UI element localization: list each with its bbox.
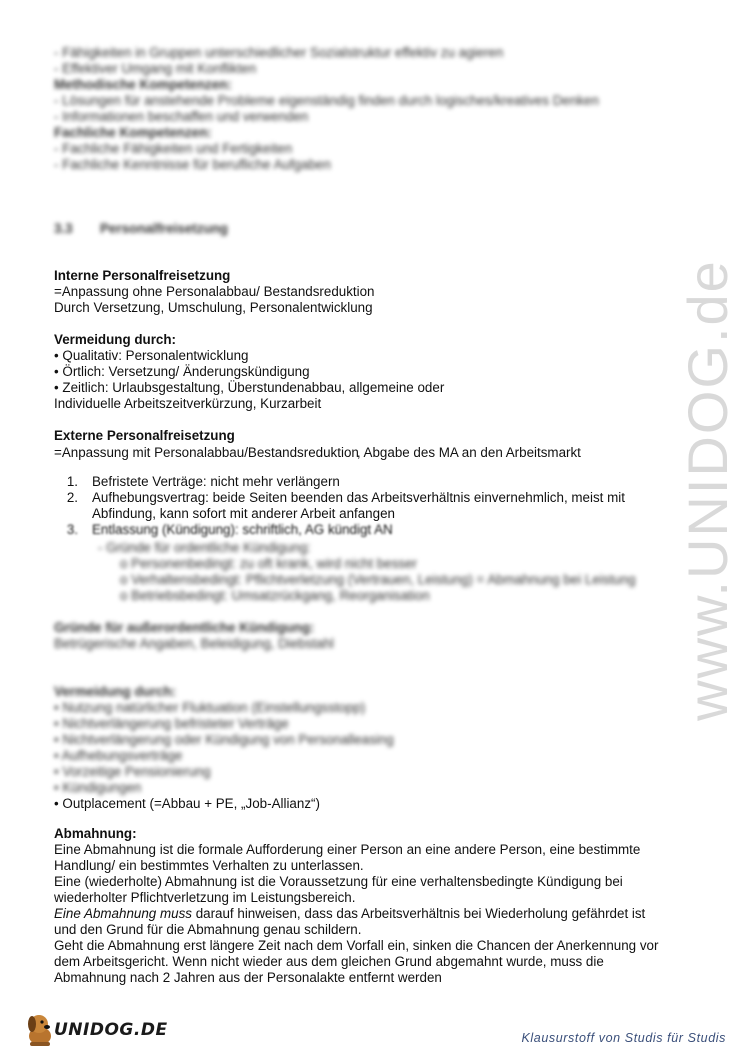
list-item: • Nichtverlängerung befristeter Verträge <box>54 716 289 731</box>
vermeidung-heading: Vermeidung durch: <box>54 332 177 347</box>
text-line: wiederholter Pflichtverletzung im Leistungsbereich. <box>54 890 356 905</box>
text-line: - Fachliche Kenntnisse für berufliche Aufgaben <box>54 157 331 172</box>
abmahnung-heading: Abmahnung: <box>54 826 137 841</box>
numbered-item <box>54 506 395 522</box>
item-number: 1. <box>66 474 78 489</box>
text-line: - Informationen beschaffen und verwenden <box>54 109 309 124</box>
text-line: Durch Versetzung, Umschulung, Personalentwicklung <box>54 300 373 315</box>
numbered-item <box>54 522 393 538</box>
text-line: - Gründe für ordentliche Kündigung: <box>98 540 311 555</box>
interne-heading: Interne Personalfreisetzung <box>54 268 231 283</box>
list-item: • Qualitativ: Personalentwicklung <box>54 348 249 363</box>
text-line: Fachliche Kompetenzen: <box>54 125 212 140</box>
footer-slogan: Klausurstoff von Studis für Studis <box>521 1031 726 1045</box>
item-number: 3. <box>66 522 78 537</box>
list-item: • Kündigungen <box>54 780 142 795</box>
text-line <box>54 906 645 922</box>
text-line: - Fachliche Fähigkeiten und Fertigkeiten <box>54 141 293 156</box>
text-line: Geht die Abmahnung erst längere Zeit nach dem Vorfall ein, sinken die Chancen der Anerkennung vor <box>54 938 659 953</box>
text-span: =Anpassung mit Personalabbau/Bestandsreduktion <box>54 445 359 460</box>
list-item: • Outplacement (=Abbau + PE, „Job-Allianz“) <box>54 796 320 811</box>
item-text: Entlassung (Kündigung): schriftlich, AG kündigt AN <box>92 522 393 537</box>
list-item: • Nutzung natürlicher Fluktuation (Einstellungsstopp) <box>54 700 366 715</box>
text-line: Eine (wiederholte) Abmahnung ist die Voraussetzung für eine verhaltensbedingte Kündigung bei <box>54 874 623 889</box>
item-number: 2. <box>66 490 78 505</box>
list-item: • Nichtverlängerung oder Kündigung von Personalleasing <box>54 732 394 747</box>
text-line: Eine Abmahnung ist die formale Aufforderung einer Person an eine andere Person, eine bestimmte <box>54 842 641 857</box>
watermark: www.UNIDOG.de <box>676 259 739 721</box>
list-item: • Örtlich: Versetzung/ Änderungskündigung <box>54 364 310 379</box>
text-line: =Anpassung ohne Personalabbau/ Bestandsreduktion <box>54 284 375 299</box>
text-line: Gründe für außerordentliche Kündigung: <box>54 620 315 635</box>
text-line: - Lösungen für anstehende Probleme eigenständig finden durch logisches/kreatives Denken <box>54 93 599 108</box>
list-item: • Zeitlich: Urlaubsgestaltung, Überstundenabbau, allgemeine oder <box>54 380 445 395</box>
numbered-item <box>54 474 340 490</box>
section-number: 3.3 <box>54 221 73 236</box>
footer-brand: UNIDOG.DE <box>54 1020 168 1040</box>
numbered-item <box>54 490 625 506</box>
list-item: Individuelle Arbeitszeitverkürzung, Kurzarbeit <box>54 396 322 411</box>
externe-heading: Externe Personalfreisetzung <box>54 428 235 443</box>
text-line: Betrügerische Angaben, Beleidigung, Diebstahl <box>54 636 334 651</box>
italic-span: Eine Abmahnung muss <box>54 906 192 921</box>
text-line: o Personenbedingt: zu oft krank, wird nicht besser <box>120 556 417 571</box>
item-text: Abfindung, kann sofort mit anderer Arbeit anfangen <box>92 506 395 521</box>
item-text: Befristete Verträge: nicht mehr verlängern <box>92 474 340 489</box>
list-item: • Aufhebungsverträge <box>54 748 183 763</box>
text-line: Vermeidung durch: <box>54 684 177 699</box>
text-line: o Betriebsbedingt: Umsatzrückgang, Reorganisation <box>120 588 430 603</box>
list-item: • Vorzeitige Pensionierung <box>54 764 211 779</box>
text-line: dem Arbeitsgericht. Wenn nicht wieder aus dem gleichen Grund abgemahnt wurde, muss die <box>54 954 604 969</box>
text-line: - Effektiver Umgang mit Konflikten <box>54 61 257 76</box>
text-line <box>54 444 581 461</box>
text-line: o Verhaltensbedingt: Pflichtverletzung (Vertrauen, Leistung) = Abmahnung bei Leistung <box>120 572 636 587</box>
text-line: Abmahnung nach 2 Jahren aus der Personalakte entfernt werden <box>54 970 442 985</box>
text-line: - Fähigkeiten in Gruppen unterschiedlicher Sozialstruktur effektiv zu agieren <box>54 45 504 60</box>
text-span: darauf hinweisen, dass das Arbeitsverhältnis bei Wiederholung gefährdet ist <box>191 906 646 921</box>
text-line: Handlung/ ein bestimmtes Verhalten zu unterlassen. <box>54 858 364 873</box>
section-title: Personalfreisetzung <box>100 221 228 236</box>
text-span: , Abgabe des MA an den Arbeitsmarkt <box>356 445 581 460</box>
text-line: Methodische Kompetenzen: <box>54 77 232 92</box>
dog-icon <box>24 1012 58 1048</box>
text-line: und den Grund für die Abmahnung genau schildern. <box>54 922 362 937</box>
item-text: Aufhebungsvertrag: beide Seiten beenden das Arbeitsverhältnis einvernehmlich, meist mit <box>92 490 625 505</box>
